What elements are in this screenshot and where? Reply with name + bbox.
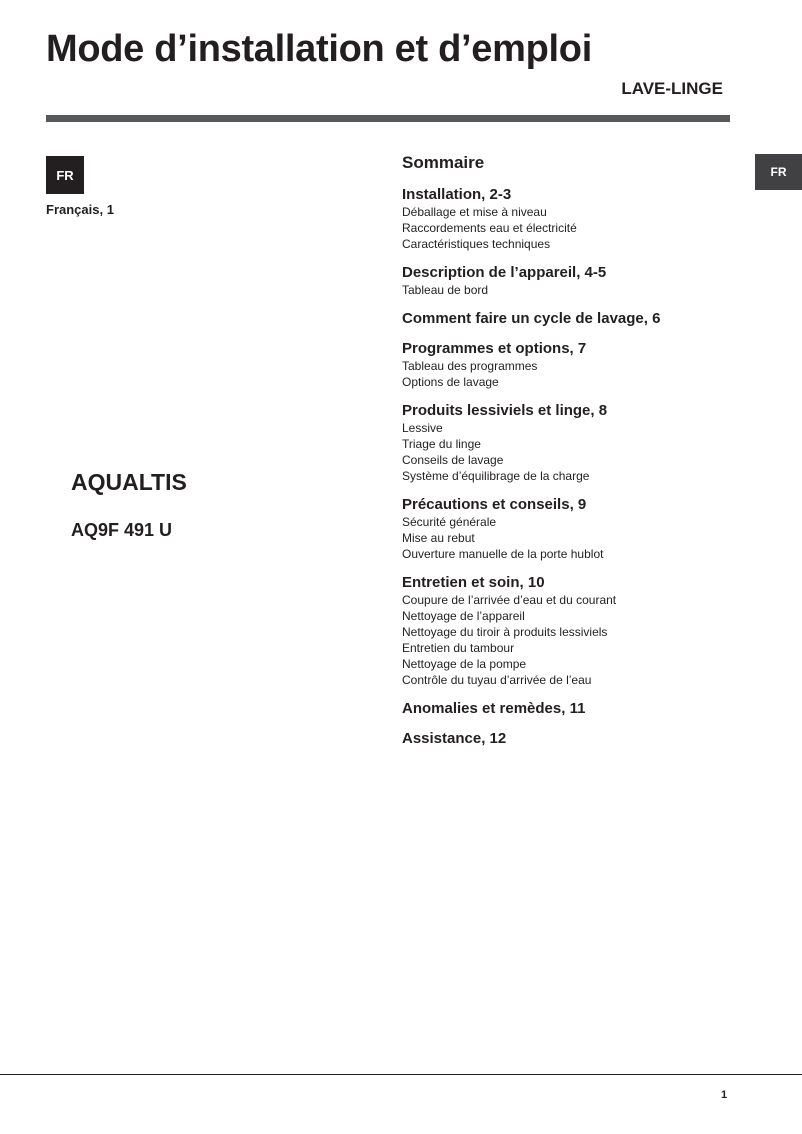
toc-section	[402, 186, 742, 252]
toc-subitem[interactable]: Triage du linge	[402, 437, 481, 451]
toc-section	[402, 310, 742, 328]
toc-section-title[interactable]: Entretien et soin, 10	[402, 574, 545, 591]
product-model: AQ9F 491 U	[71, 520, 173, 540]
toc-subitem[interactable]: Lessive	[402, 421, 443, 435]
language-link-francais[interactable]: Français, 1	[46, 202, 114, 217]
toc-subitems	[402, 592, 742, 688]
toc-subitem[interactable]: Nettoyage de la pompe	[402, 657, 527, 671]
toc-heading: Sommaire	[402, 153, 485, 172]
toc-sections	[402, 186, 742, 748]
document-title: Mode d’installation et d’emploi	[46, 28, 592, 70]
toc-section	[402, 574, 742, 688]
toc-section-title[interactable]: Description de l’appareil, 4-5	[402, 264, 607, 281]
toc-subitem[interactable]: Tableau de bord	[402, 283, 489, 297]
toc-subitem[interactable]: Entretien du tambour	[402, 641, 515, 655]
language-side-tab: FR	[755, 154, 802, 190]
toc-subitem[interactable]: Déballage et mise à niveau	[402, 205, 547, 219]
product-brand: AQUALTIS	[71, 469, 187, 495]
toc-section	[402, 496, 742, 562]
toc-section-title[interactable]: Programmes et options, 7	[402, 340, 587, 357]
toc-section	[402, 700, 742, 718]
toc-section-title[interactable]: Comment faire un cycle de lavage, 6	[402, 310, 661, 327]
toc-subitem[interactable]: Nettoyage de l’appareil	[402, 609, 525, 623]
toc-section-title[interactable]: Assistance, 12	[402, 730, 507, 747]
toc-section-title[interactable]: Précautions et conseils, 9	[402, 496, 587, 513]
toc-section-title[interactable]: Installation, 2-3	[402, 186, 512, 203]
toc-subitems	[402, 358, 742, 390]
toc-subitem[interactable]: Nettoyage du tiroir à produits lessiviels	[402, 625, 608, 639]
table-of-contents	[402, 152, 742, 760]
toc-subitem[interactable]: Caractéristiques techniques	[402, 237, 551, 251]
toc-subitem[interactable]: Coupure de l’arrivée d’eau et du courant	[402, 593, 617, 607]
language-badge: FR	[46, 156, 84, 194]
header-divider	[46, 115, 730, 122]
toc-subitem[interactable]: Options de lavage	[402, 375, 499, 389]
toc-subitem[interactable]: Raccordements eau et électricité	[402, 221, 577, 235]
toc-section	[402, 730, 742, 748]
toc-subitems	[402, 514, 742, 562]
toc-subitem[interactable]: Contrôle du tuyau d’arrivée de l’eau	[402, 673, 592, 687]
toc-subitem[interactable]: Sécurité générale	[402, 515, 497, 529]
toc-subitem[interactable]: Mise au rebut	[402, 531, 475, 545]
toc-subitem[interactable]: Tableau des programmes	[402, 359, 538, 373]
page-number: 1	[721, 1089, 728, 1101]
toc-subitem[interactable]: Système d’équilibrage de la charge	[402, 469, 590, 483]
toc-section-title[interactable]: Produits lessiviels et linge, 8	[402, 402, 608, 419]
toc-subitems	[402, 420, 742, 484]
toc-subitem[interactable]: Ouverture manuelle de la porte hublot	[402, 547, 604, 561]
toc-subitems	[402, 204, 742, 252]
toc-section	[402, 340, 742, 390]
product-type-label: LAVE-LINGE	[621, 79, 723, 98]
toc-subitems	[402, 282, 742, 298]
toc-section	[402, 264, 742, 298]
toc-section-title[interactable]: Anomalies et remèdes, 11	[402, 700, 586, 717]
toc-section	[402, 402, 742, 484]
footer-divider	[0, 1074, 802, 1075]
toc-subitem[interactable]: Conseils de lavage	[402, 453, 504, 467]
